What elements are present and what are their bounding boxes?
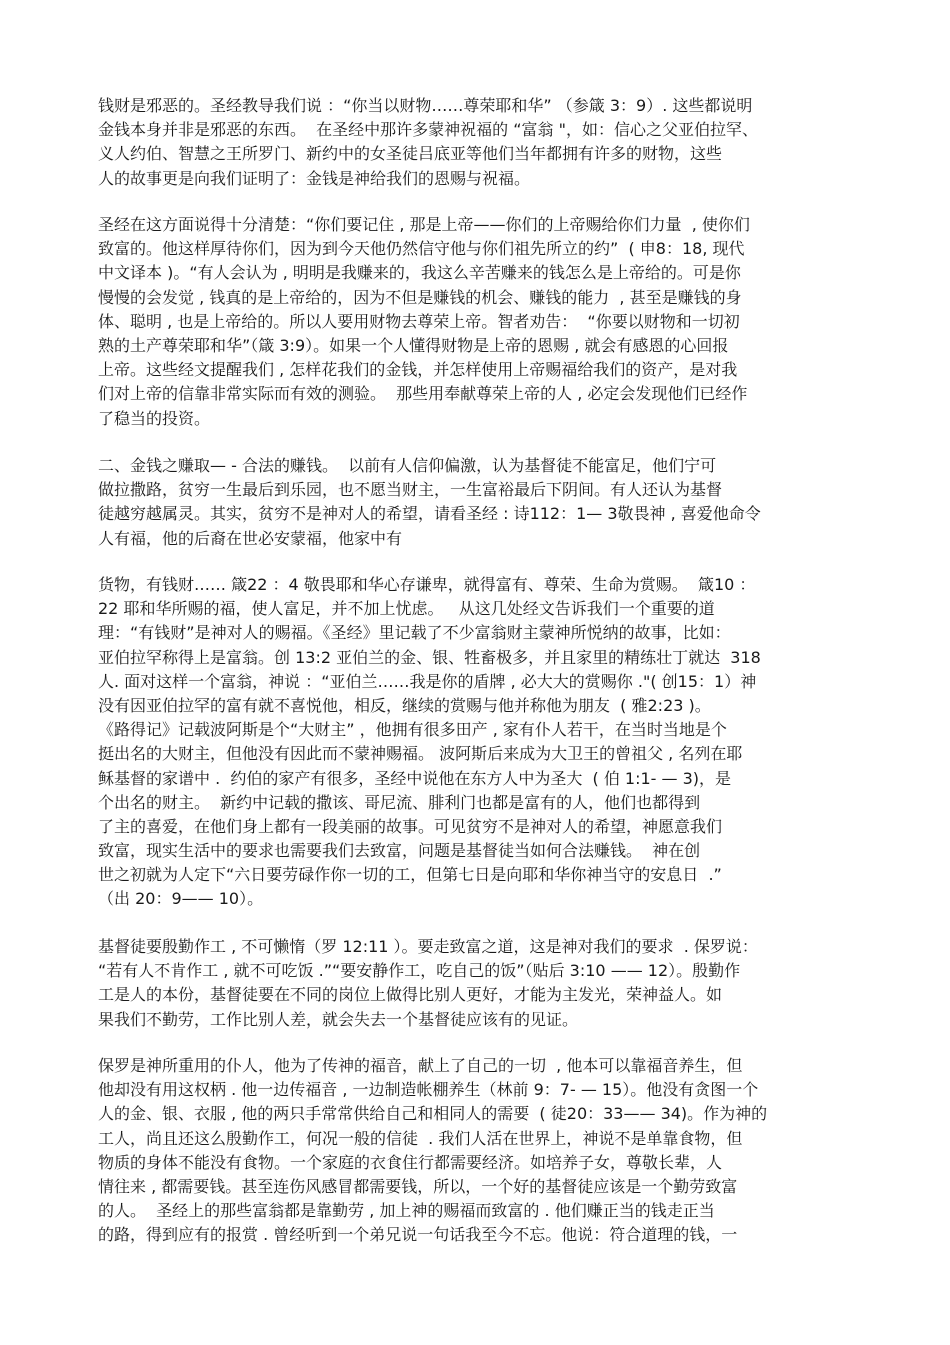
text-line: 圣经在这方面说得十分清楚：“你们要记住 , 那是上帝——你们的上帝赐给你们力量 , 使你们 [98, 215, 750, 234]
text-line: 物质的身体不能没有食物。一个家庭的衣食住行都需要经济。如培养子女，尊敬长辈，人 [98, 1152, 723, 1172]
text-line: 了稳当的投资。 [98, 408, 211, 428]
text-line: 《路得记》记载波阿斯是个“大财主” ，他拥有很多田产 , 家有仆人若干，在当时当地是个 [98, 720, 727, 740]
paragraph-3 [98, 454, 858, 551]
text-line: 义人约伯、智慧之王所罗门、新约中的女圣徒吕底亚等他们当年都拥有许多的财物，这些 [98, 144, 723, 164]
text-line: 个出名的财主。 新约中记载的撒该、哥尼流、腓利门也都是富有的人，他们也都得到 [98, 792, 701, 812]
text-line: 情往来 , 都需要钱。甚至连伤风感冒都需要钱，所以，一个好的基督徒应该是一个勤劳致富 [98, 1176, 738, 1196]
text-line: “若有人不肯作工 , 就不可吃饭 .”“要安静作工，吃自己的饭”（贴后 3:10 —— 12）。殷勤作 [98, 961, 741, 981]
text-line: 的人。 圣经上的那些富翁都是靠勤劳 , 加上神的赐福而致富的 . 他们赚正当的钱走正当 [98, 1201, 715, 1221]
text-line: 们对上帝的信靠非常实际而有效的测验。 那些用奉献尊荣上帝的人 , 必定会发现他们已经作 [98, 384, 748, 404]
text-line: 熟的土产尊荣耶和华”（箴 3:9）。如果一个人懂得财物是上帝的恩赐 , 就会有感恩的心回报 [98, 335, 729, 355]
text-line: 钱财是邪恶的。圣经教导我们说 ：“你当以财物……尊荣耶和华” （参箴 3：9）. 这些都说明 [98, 96, 753, 115]
text-line: 稣基督的家谱中 . 约伯的家产有很多，圣经中说他在东方人中为圣大 ( 伯 1:1- — 3)，是 [98, 768, 732, 788]
text-line: 他却没有用这权柄 . 他一边传福音 , 一边制造帐棚养生（林前 9：7- — 15）。他没有贪图一个 [98, 1080, 759, 1100]
text-line: 徒越穷越属灵。其实，贫穷不是神对人的希望，请看圣经 : 诗112：1— 3敬畏神 , 喜爱他命令 [98, 504, 761, 524]
text-line: 了主的喜爱，在他们身上都有一段美丽的故事。可见贫穷不是神对人的希望，神愿意我们 [98, 816, 723, 836]
text-line: 挺出名的大财主，但他没有因此而不蒙神赐福。 波阿斯后来成为大卫王的曾祖父 , 名列在耶 [98, 744, 743, 764]
text-line: 保罗是神所重用的仆人，他为了传神的福音，献上了自己的一切 , 他本可以靠福音养生，但 [98, 1056, 743, 1075]
text-line: 慢慢的会发觉 , 钱真的是上帝给的，因为不但是赚钱的机会、赚钱的能力 , 甚至是赚钱的身 [98, 287, 742, 307]
text-line: 金钱本身并非是邪恶的东西。 在圣经中那许多蒙神祝福的 “富翁 "，如：信心之父亚伯拉罕、 [98, 120, 758, 140]
paragraph-2 [98, 213, 858, 431]
text-line: 理：“有钱财”是神对人的赐福。《圣经》里记载了不少富翁财主蒙神所悦纳的故事，比如： [98, 623, 731, 643]
text-line: 亚伯拉罕称得上是富翁。创 13:2 亚伯兰的金、银、牲畜极多，并且家里的精练壮丁就达 318 [98, 647, 761, 667]
paragraph-1 [98, 94, 858, 191]
text-line: 致富，现实生活中的要求也需要我们去致富，问题是基督徒当如何合法赚钱。 神在创 [98, 841, 701, 861]
text-line: 人的金、银、衣服 , 他的两只手常常供给自己和相同人的需要 ( 徒20：33—— 34)。作为神的 [98, 1104, 768, 1124]
paragraph-5 [98, 935, 858, 1032]
text-line: （出 20：9—— 10）。 [98, 889, 264, 909]
text-line: 人有福，他的后裔在世必安蒙福，他家中有 [98, 528, 403, 548]
text-line: 上帝。这些经文提醒我们 , 怎样花我们的金钱，并怎样使用上帝赐福给我们的资产，是对我 [98, 360, 738, 380]
text-line: 二、金钱之赚取— - 合法的赚钱。 以前有人信仰偏激，认为基督徒不能富足，他们宁可 [98, 456, 717, 475]
paragraph-6 [98, 1054, 858, 1248]
text-line: 的路，得到应有的报赏 . 曾经听到一个弟兄说一句话我至今不忘。他说：符合道理的钱，一 [98, 1225, 738, 1245]
text-line: 人的故事更是向我们证明了：金钱是神给我们的恩赐与祝福。 [98, 168, 531, 188]
text-line: 致富的。他这样厚待你们，因为到今天他仍然信守他与你们祖先所立的约” ( 申8：18, 现代 [98, 239, 745, 259]
text-line: 人. 面对这样一个富翁，神说 ：“亚伯兰……我是你的盾牌 , 必大大的赏赐你 ."( 创15：1）神 [98, 671, 757, 691]
text-line: 货物，有钱财…… 箴22 ：4 敬畏耶和华心存谦卑，就得富有、尊荣、生命为赏赐。 箴10 ： [98, 575, 756, 594]
text-line: 工人，尚且还这么殷勤作工，何况一般的信徒 . 我们人活在世界上，神说不是单靠食物，但 [98, 1128, 743, 1148]
text-line: 没有因亚伯拉罕的富有就不喜悦他，相反，继续的赏赐与他并称他为朋友 ( 雅2:23 )。 [98, 695, 711, 715]
text-line: 22 耶和华所赐的福，使人富足，并不加上忧虑。 从这几处经文告诉我们一个重要的道 [98, 599, 715, 619]
text-line: 体、聪明 , 也是上帝给的。所以人要用财物去尊荣上帝。智者劝告： “你要以财物和一切初 [98, 311, 740, 331]
text-line: 中文译本 )。“有人会认为 , 明明是我赚来的，我这么辛苦赚来的钱怎么是上帝给的。可是你 [98, 263, 741, 283]
text-line: 工是人的本份，基督徒要在不同的岗位上做得比别人更好，才能为主发光，荣神益人。如 [98, 985, 723, 1005]
text-line: 做拉撒路，贫穷一生最后到乐园，也不愿当财主，一生富裕最后下阴间。有人还认为基督 [98, 480, 723, 500]
text-line: 果我们不勤劳，工作比别人差，就会失去一个基督徒应该有的见证。 [98, 1009, 579, 1029]
paragraph-4 [98, 573, 858, 912]
text-line: 基督徒要殷勤作工 , 不可懒惰（罗 12:11 ）。要走致富之道，这是神对我们的要求 . 保罗说： [98, 937, 758, 956]
text-line: 世之初就为人定下“六日要劳碌作你一切的工，但第七日是向耶和华你神当守的安息日 .” [98, 865, 722, 885]
